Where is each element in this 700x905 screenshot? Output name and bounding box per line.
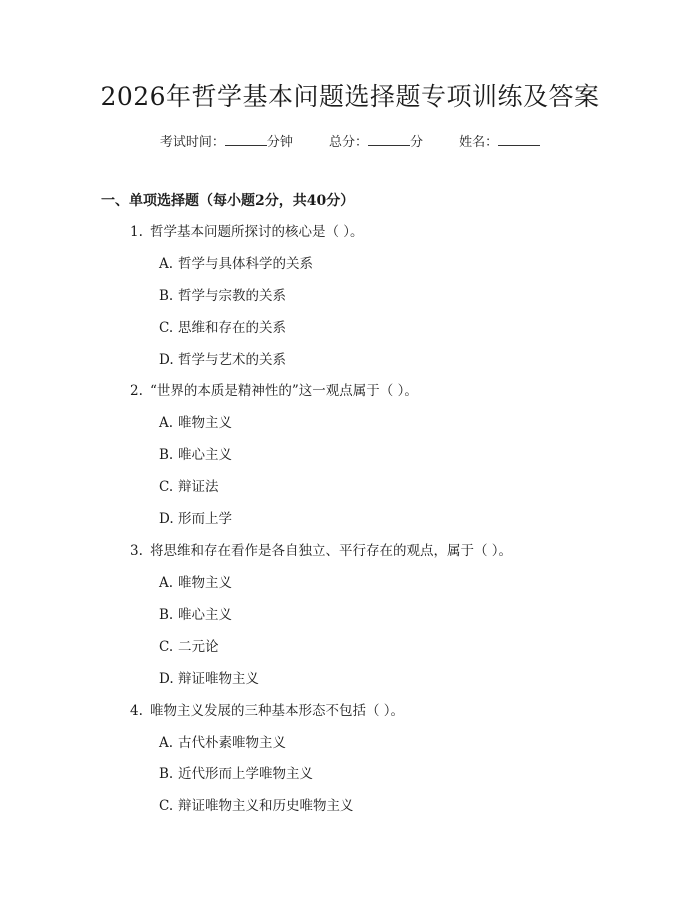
- option-text: 古代朴素唯物主义: [178, 735, 286, 751]
- question-number: 3.: [130, 543, 143, 559]
- option-text: 辩证唯物主义: [178, 671, 259, 687]
- option-letter: B.: [159, 766, 174, 782]
- question-4-option-b: [159, 764, 313, 784]
- option-text: 唯心主义: [178, 607, 232, 623]
- exam-info-line: [0, 132, 700, 153]
- option-text: 辩证法: [178, 479, 219, 495]
- question-2-option-b: [159, 445, 232, 465]
- name-blank: [498, 132, 540, 146]
- question-number: 4.: [130, 703, 143, 719]
- question-3-option-c: [159, 637, 219, 657]
- option-letter: B.: [159, 288, 174, 304]
- total-score-label: 总分：: [328, 135, 368, 150]
- exam-time-unit: 分钟: [266, 135, 293, 150]
- name-group: [459, 132, 540, 153]
- option-text: 唯物主义: [178, 415, 232, 431]
- option-text: 近代形而上学唯物主义: [178, 766, 313, 782]
- option-letter: B.: [159, 447, 174, 463]
- option-text: 哲学与具体科学的关系: [178, 256, 313, 272]
- option-text: 二元论: [178, 639, 219, 655]
- question-text: 将思维和存在看作是各自独立、平行存在的观点，属于（ ）。: [150, 543, 513, 559]
- question-text: “世界的本质是精神性的”这一观点属于（ ）。: [150, 383, 418, 399]
- total-score-unit: 分: [410, 135, 424, 150]
- option-letter: C.: [159, 479, 174, 495]
- option-letter: A.: [159, 735, 174, 751]
- option-letter: C.: [159, 639, 174, 655]
- name-label: 姓名：: [459, 135, 499, 150]
- question-4: [130, 701, 404, 721]
- option-letter: A.: [159, 575, 174, 591]
- total-score-blank: [368, 132, 410, 146]
- question-3-option-a: [159, 573, 232, 593]
- question-1-option-c: [159, 318, 286, 338]
- option-letter: D.: [159, 511, 174, 527]
- page-title: 2026年哲学基本问题选择题专项训练及答案: [100, 82, 600, 111]
- option-text: 哲学与艺术的关系: [178, 352, 286, 368]
- option-letter: D.: [159, 671, 174, 687]
- option-text: 哲学与宗教的关系: [178, 288, 286, 304]
- option-text: 唯物主义: [178, 575, 232, 591]
- option-letter: C.: [159, 320, 174, 336]
- question-3-option-b: [159, 605, 232, 625]
- question-text: 哲学基本问题所探讨的核心是（ ）。: [150, 224, 364, 240]
- option-text: 辩证唯物主义和历史唯物主义: [178, 798, 354, 814]
- section-heading: 一、单项选择题（每小题2分，共40分）: [101, 193, 355, 209]
- question-1: [130, 222, 364, 242]
- question-3: [130, 541, 512, 561]
- question-1-option-d: [159, 350, 286, 370]
- question-3-option-d: [159, 669, 259, 689]
- option-letter: A.: [159, 415, 174, 431]
- total-score-group: [329, 132, 423, 153]
- question-1-option-b: [159, 286, 286, 306]
- option-text: 思维和存在的关系: [178, 320, 286, 336]
- question-text: 唯物主义发展的三种基本形态不包括（ ）。: [150, 703, 405, 719]
- question-number: 2.: [130, 383, 143, 399]
- question-4-option-a: [159, 733, 286, 753]
- option-letter: A.: [159, 256, 174, 272]
- question-2-option-d: [159, 509, 232, 529]
- option-text: 唯心主义: [178, 447, 232, 463]
- option-letter: D.: [159, 352, 174, 368]
- option-letter: B.: [159, 607, 174, 623]
- question-1-option-a: [159, 254, 313, 274]
- question-2-option-a: [159, 413, 232, 433]
- question-4-option-c: [159, 796, 354, 816]
- exam-time-blank: [225, 132, 267, 146]
- option-letter: C.: [159, 798, 174, 814]
- question-2: [130, 381, 418, 401]
- exam-time-group: [160, 132, 293, 153]
- option-text: 形而上学: [178, 511, 232, 527]
- question-2-option-c: [159, 477, 219, 497]
- exam-time-label: 考试时间：: [159, 135, 225, 150]
- question-number: 1.: [130, 224, 143, 240]
